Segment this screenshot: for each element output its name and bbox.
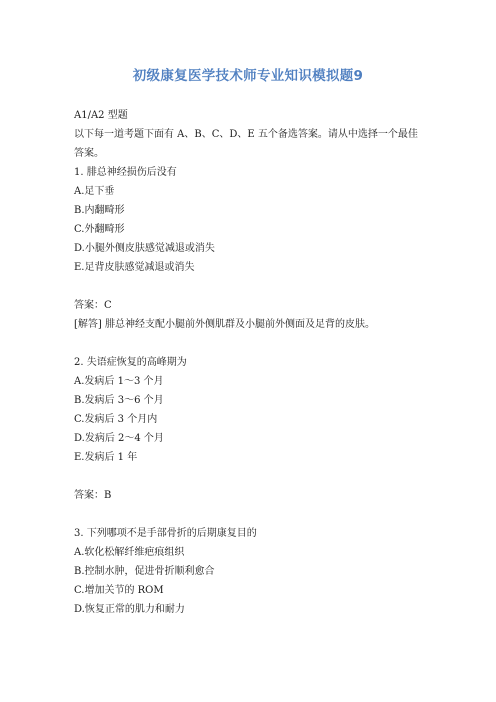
spacer xyxy=(74,334,426,353)
section-heading: A1/A2 型题 xyxy=(74,110,128,121)
option-a: A.足下垂 xyxy=(74,186,115,197)
option-b: B.内翻畸形 xyxy=(74,205,125,216)
option-c: C.增加关节的 ROM xyxy=(74,585,164,596)
answer: 答案：C xyxy=(74,300,112,311)
option-d: D.小腿外侧皮肤感觉减退或消失 xyxy=(74,243,215,254)
question-stem: 1. 腓总神经损伤后没有 xyxy=(74,167,177,178)
option-d: D.发病后 2～4 个月 xyxy=(74,433,164,444)
document-body xyxy=(74,106,426,619)
spacer xyxy=(74,505,426,524)
question-block xyxy=(74,163,426,334)
option-c: C.外翻畸形 xyxy=(74,224,125,235)
question-block xyxy=(74,353,426,505)
spacer xyxy=(74,467,426,486)
option-b: B.控制水肿，促进骨折顺利愈合 xyxy=(74,566,215,577)
question-block xyxy=(74,524,426,619)
question-stem: 3. 下列哪项不是手部骨折的后期康复目的 xyxy=(74,528,257,539)
option-c: C.发病后 3 个月内 xyxy=(74,414,158,425)
option-a: A.软化松解纤维疤痕组织 xyxy=(74,547,185,558)
option-e: E.发病后 1 年 xyxy=(74,452,138,463)
instructions: 以下每一道考题下面有 A、B、C、D、E 五个备选答案。请从中选择一个最佳答案。 xyxy=(74,129,418,159)
explanation: [解答] 腓总神经支配小腿前外侧肌群及小腿前外侧面及足背的皮肤。 xyxy=(74,319,375,330)
answer: 答案：B xyxy=(74,490,112,501)
option-b: B.发病后 3～6 个月 xyxy=(74,395,164,406)
option-e: E.足背皮肤感觉减退或消失 xyxy=(74,262,195,273)
spacer xyxy=(74,277,426,296)
page-title: 初级康复医学技术师专业知识模拟题9 xyxy=(132,68,364,84)
question-stem: 2. 失语症恢复的高峰期为 xyxy=(74,357,187,368)
option-d: D.恢复正常的肌力和耐力 xyxy=(74,604,185,615)
option-a: A.发病后 1～3 个月 xyxy=(74,376,164,387)
